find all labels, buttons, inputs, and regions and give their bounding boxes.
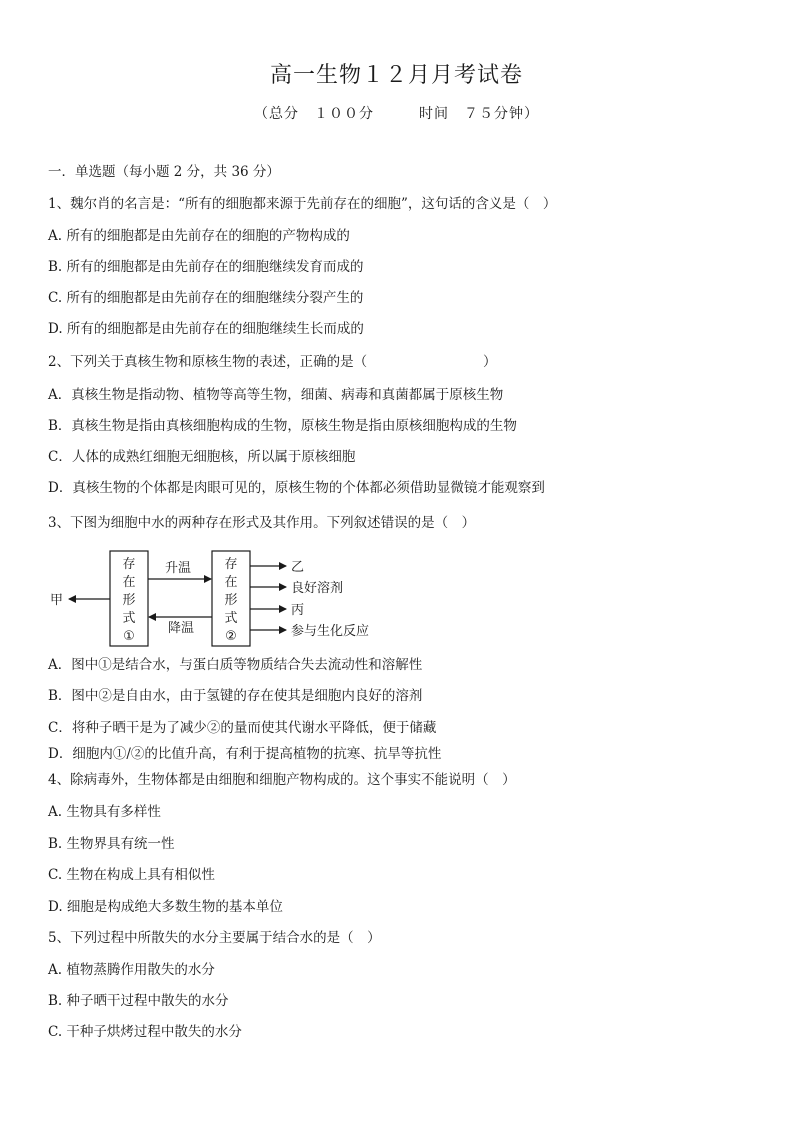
exam-subtitle: （总分 １００分 时间 ７５分钟） <box>254 106 539 122</box>
right-output-label: 良好溶剂 <box>291 581 344 596</box>
question-5-option-a: A. 植物蒸腾作用散失的水分 <box>48 962 215 978</box>
form-1-char: ① <box>123 629 135 644</box>
warming-label: 升温 <box>164 561 192 576</box>
form-2-char: ② <box>225 629 237 644</box>
section-heading: 一．单选题（每小题 2 分，共 36 分） <box>48 164 280 180</box>
question-4-option-c: C. 生物在构成上具有相似性 <box>48 867 215 883</box>
form-2-char: 在 <box>224 575 238 590</box>
form-2-char: 形 <box>224 593 238 608</box>
question-3-option-c: C．将种子晒干是为了减少②的量而使其代谢水平降低，便于储藏 <box>48 720 437 736</box>
question-3-option-b: B．图中②是自由水，由于氢键的存在使其是细胞内良好的溶剂 <box>48 688 423 704</box>
question-4-option-d: D. 细胞是构成绝大多数生物的基本单位 <box>48 899 283 915</box>
question-1-stem: 1、魏尔肖的名言是：“所有的细胞都来源于先前存在的细胞”，这句话的含义是（ ） <box>48 196 557 212</box>
question-3-stem: 3、下图为细胞中水的两种存在形式及其作用。下列叙述错误的是（ ） <box>48 515 476 531</box>
question-2-option-b: B．真核生物是指由真核细胞构成的生物，原核生物是指由原核细胞构成的生物 <box>48 418 517 434</box>
question-3-option-d: D．细胞内①/②的比值升高，有利于提高植物的抗寒、抗旱等抗性 <box>48 746 442 762</box>
question-1-option-d: D. 所有的细胞都是由先前存在的细胞继续生长而成的 <box>48 321 364 337</box>
form-1-char: 形 <box>122 593 136 608</box>
form-1-char: 在 <box>122 575 136 590</box>
cooling-label: 降温 <box>167 621 195 636</box>
question-3-option-a: A．图中①是结合水，与蛋白质等物质结合失去流动性和溶解性 <box>48 657 423 673</box>
form-1-char: 存 <box>122 557 136 572</box>
form-2-char: 式 <box>224 611 238 626</box>
question-5-stem: 5、下列过程中所散失的水分主要属于结合水的是（ ） <box>48 930 381 946</box>
left-output-label: 甲 <box>50 593 64 608</box>
water-forms-diagram <box>48 546 408 648</box>
form-2-char: 存 <box>224 557 238 572</box>
question-1-option-c: C. 所有的细胞都是由先前存在的细胞继续分裂产生的 <box>48 290 364 306</box>
question-2-option-c: C．人体的成熟红细胞无细胞核，所以属于原核细胞 <box>48 449 356 465</box>
question-1-option-a: A. 所有的细胞都是由先前存在的细胞的产物构成的 <box>48 228 350 244</box>
question-4-stem: 4、除病毒外，生物体都是由细胞和细胞产物构成的。这个事实不能说明（ ） <box>48 772 516 788</box>
question-5-option-c: C. 干种子烘烤过程中散失的水分 <box>48 1024 242 1040</box>
right-output-label: 乙 <box>291 560 305 575</box>
question-2-option-d: D．真核生物的个体都是肉眼可见的，原核生物的个体都必须借助显微镜才能观察到 <box>48 480 545 496</box>
question-4-option-a: A. 生物具有多样性 <box>48 804 161 820</box>
question-1-option-b: B. 所有的细胞都是由先前存在的细胞继续发育而成的 <box>48 259 364 275</box>
question-2-stem: 2、下列关于真核生物和原核生物的表述，正确的是（ ） <box>48 354 497 370</box>
form-1-char: 式 <box>122 611 136 626</box>
right-output-label: 参与生化反应 <box>291 624 370 639</box>
question-4-option-b: B. 生物界具有统一性 <box>48 836 175 852</box>
exam-title: 高一生物１２月月考试卷 <box>269 63 523 88</box>
right-output-label: 丙 <box>291 603 305 618</box>
question-5-option-b: B. 种子晒干过程中散失的水分 <box>48 993 229 1009</box>
question-2-option-a: A．真核生物是指动物、植物等高等生物，细菌、病毒和真菌都属于原核生物 <box>48 387 504 403</box>
